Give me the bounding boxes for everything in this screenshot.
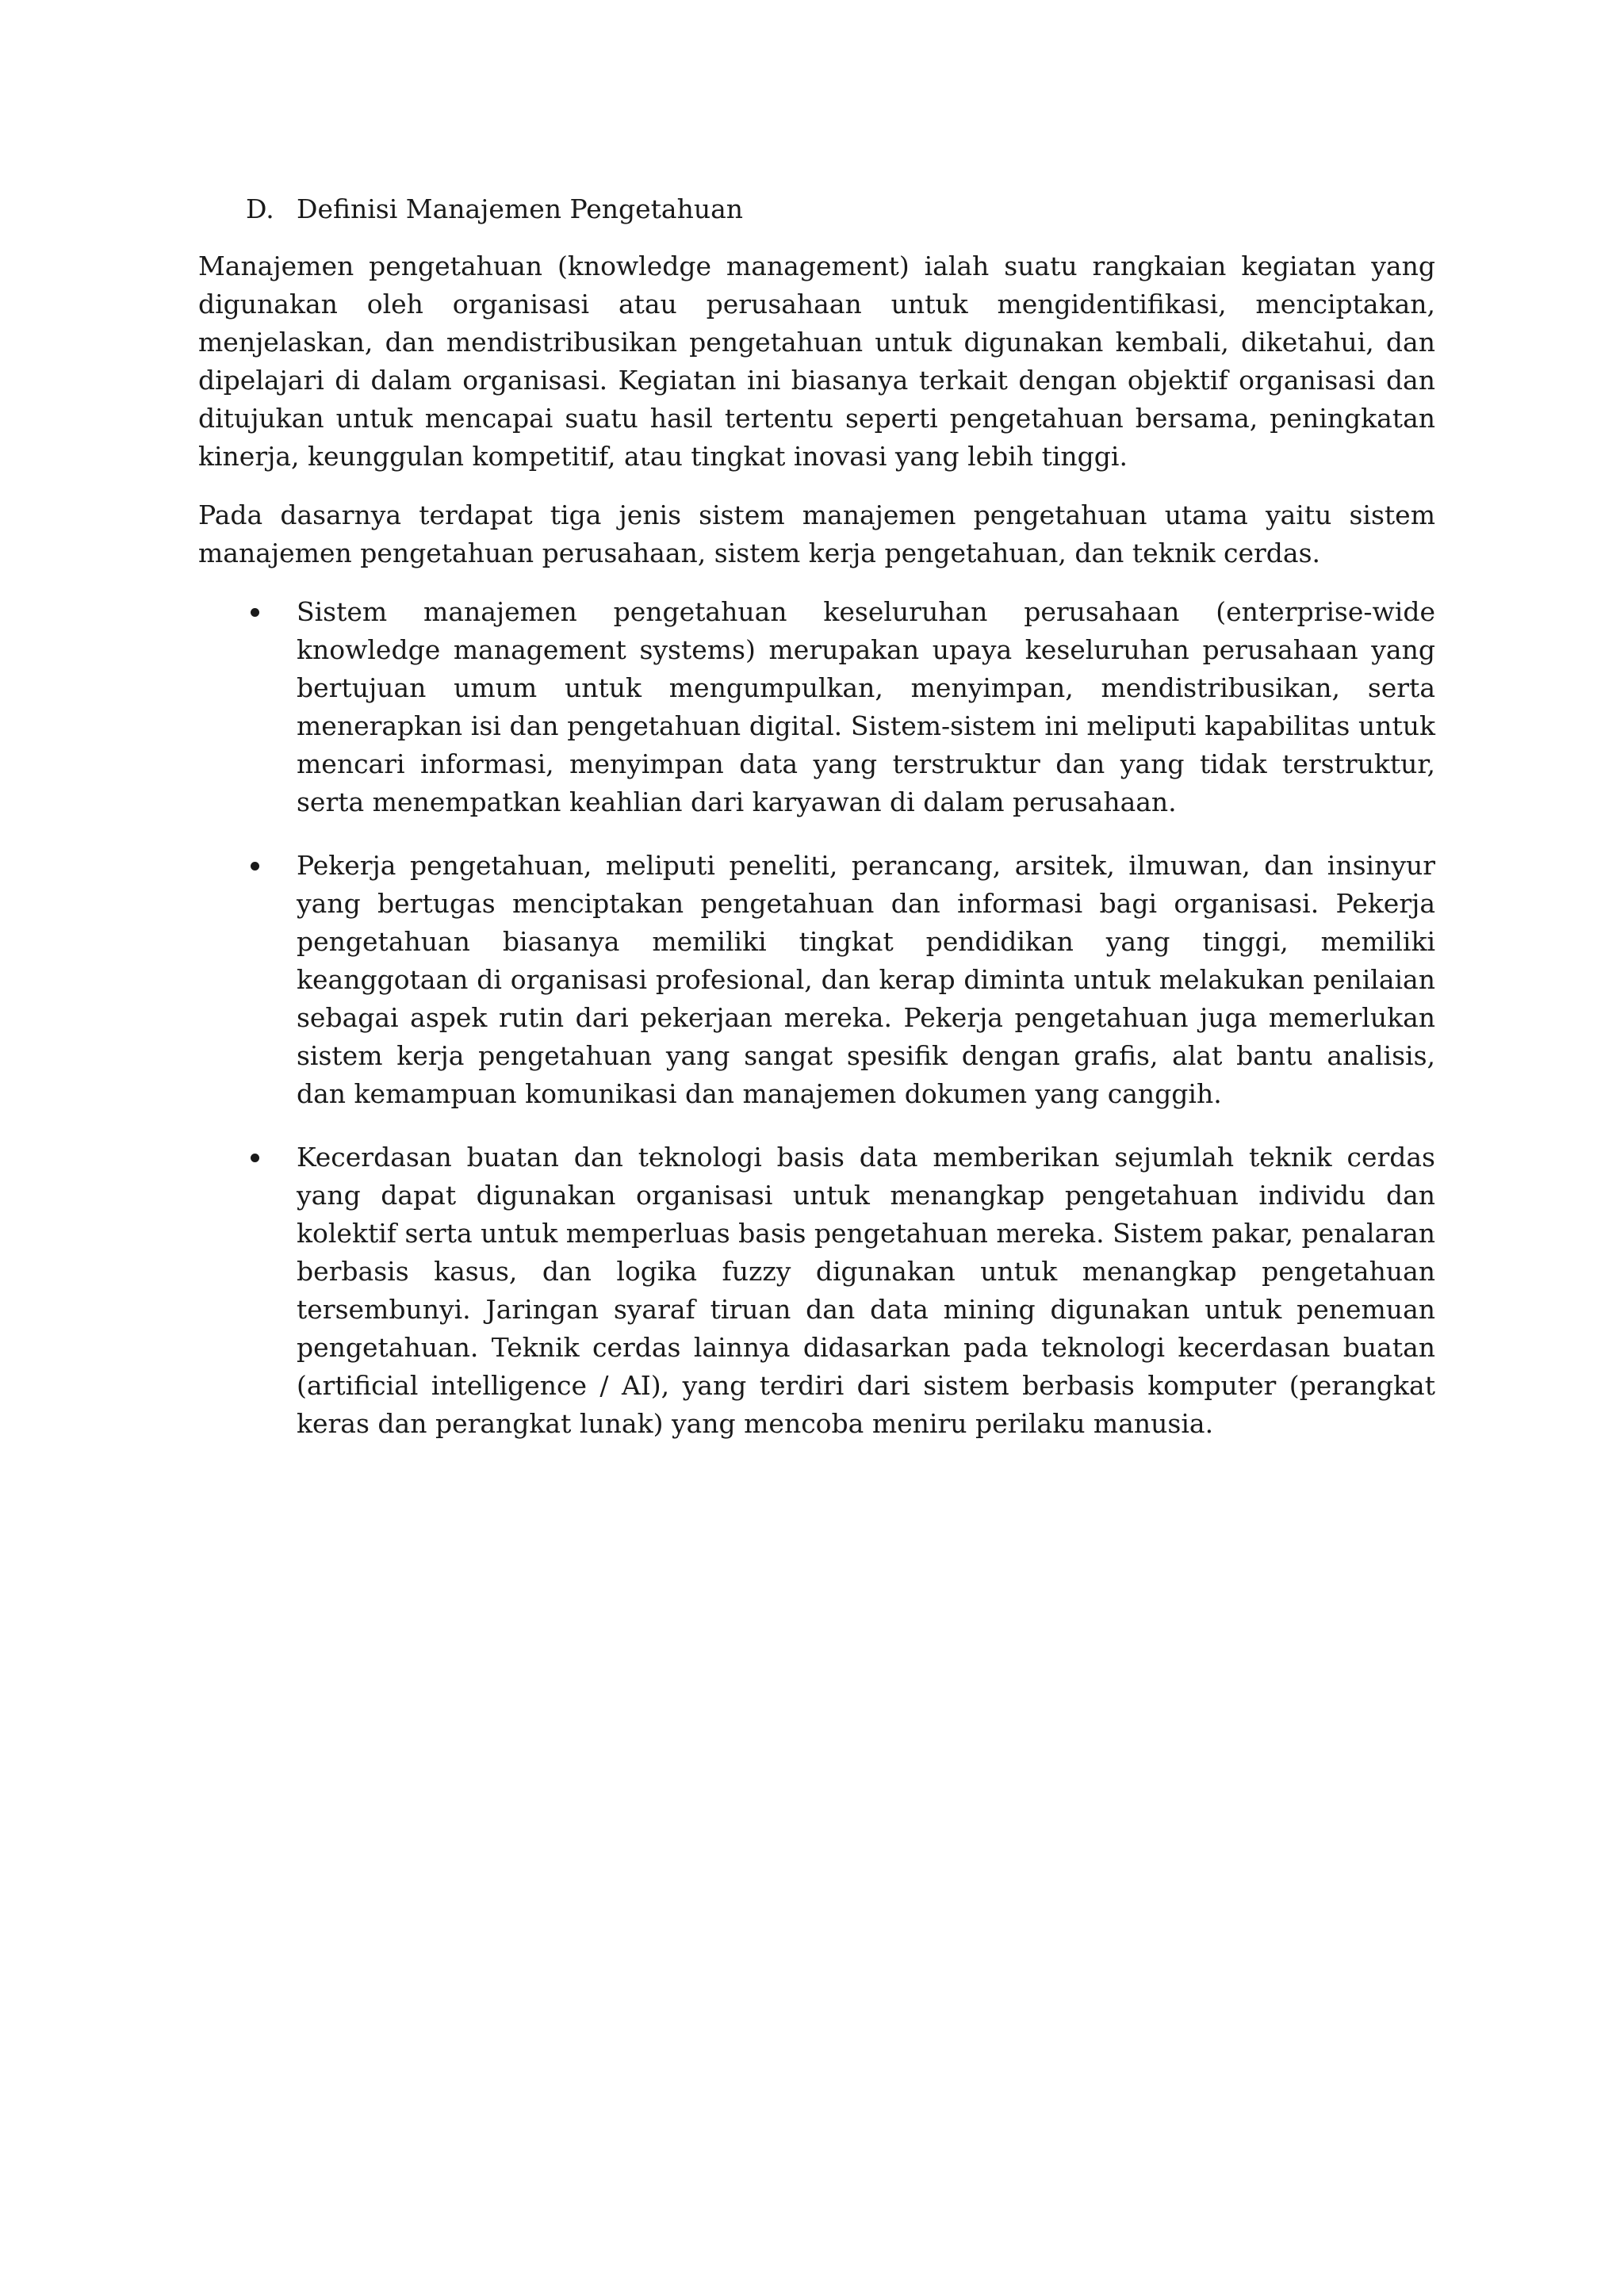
section-heading [246, 190, 1435, 228]
list-item [198, 1138, 1435, 1443]
section-letter: D. [246, 193, 274, 224]
bullet-icon [251, 1154, 259, 1162]
list-item-text: Sistem manajemen pengetahuan keseluruhan perusahaan (enterprise-wide knowledge management systems) merupakan upaya keseluruhan perusahaan yang bertujuan umum untuk mengumpulkan, menyimpan, mendistribusikan, serta menerapkan isi dan pengetahuan digital. Sistem-sistem ini meliputi kapabilitas untuk mencari informasi, menyimpan data yang terstruktur dan yang tidak terstruktur, serta menempatkan keahlian dari karyawan di dalam perusahaan. [297, 596, 1435, 817]
list-item [198, 593, 1435, 821]
section-title: Definisi Manajemen Pengetahuan [297, 193, 744, 224]
document-page [198, 190, 1435, 1468]
list-item-text: Pekerja pengetahuan, meliputi peneliti, perancang, arsitek, ilmuwan, dan insinyur yang bertugas menciptakan pengetahuan dan informasi bagi organisasi. Pekerja pengetahuan biasanya memiliki tingkat pendidikan yang tinggi, memiliki keanggotaan di organisasi profesional, dan kerap diminta untuk melakukan penilaian sebagai aspek rutin dari pekerjaan mereka. Pekerja pengetahuan juga memerlukan sistem kerja pengetahuan yang sangat spesifik dengan grafis, alat bantu analisis, dan kemampuan komunikasi dan manajemen dokumen yang canggih. [297, 850, 1435, 1109]
paragraph-definition: Manajemen pengetahuan (knowledge management) ialah suatu rangkaian kegiatan yang digunakan oleh organisasi atau perusahaan untuk mengidentifikasi, menciptakan, menjelaskan, dan mendistribusikan pengetahuan untuk digunakan kembali, diketahui, dan dipelajari di dalam organisasi. Kegiatan ini biasanya terkait dengan objektif organisasi dan ditujukan untuk mencapai suatu hasil tertentu seperti pengetahuan bersama, peningkatan kinerja, keunggulan kompetitif, atau tingkat inovasi yang lebih tinggi. [198, 251, 1435, 472]
paragraph-types: Pada dasarnya terdapat tiga jenis sistem manajemen pengetahuan utama yaitu sistem manajemen pengetahuan perusahaan, sistem kerja pengetahuan, dan teknik cerdas. [198, 499, 1435, 568]
list-item [198, 847, 1435, 1113]
list-item-text: Kecerdasan buatan dan teknologi basis data memberikan sejumlah teknik cerdas yang dapat digunakan organisasi untuk menangkap pengetahuan individu dan kolektif serta untuk memperluas basis pengetahuan mereka. Sistem pakar, penalaran berbasis kasus, dan logika fuzzy digunakan untuk menangkap pengetahuan tersembunyi. Jaringan syaraf tiruan dan data mining digunakan untuk penemuan pengetahuan. Teknik cerdas lainnya didasarkan pada teknologi kecerdasan buatan (artificial intelligence / AI), yang terdiri dari sistem berbasis komputer (perangkat keras dan perangkat lunak) yang mencoba meniru perilaku manusia. [297, 1142, 1435, 1439]
bullet-icon [251, 608, 259, 617]
bullet-list [198, 593, 1435, 1443]
bullet-icon [251, 862, 259, 871]
